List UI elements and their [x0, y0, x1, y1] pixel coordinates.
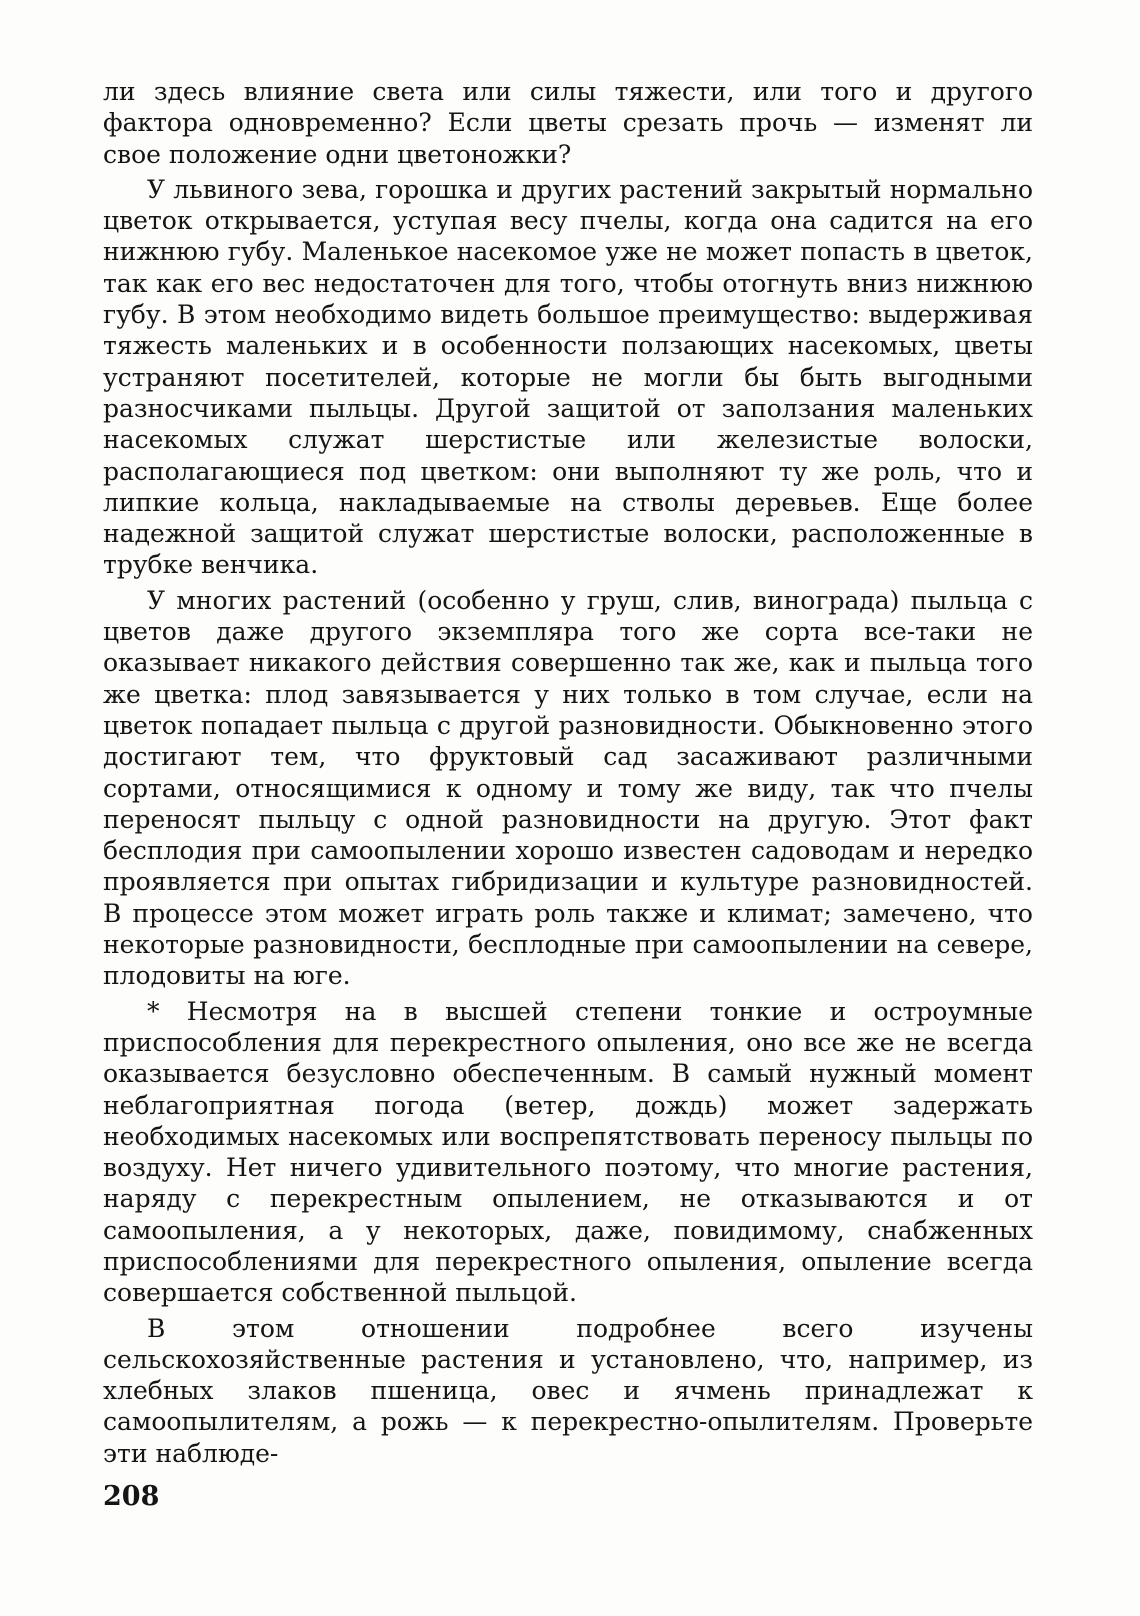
page-number: 208 [103, 1481, 160, 1512]
paragraph-self-sterility: У многих растений (особенно у груш, слив, винограда) пыльца с цветов даже другого экземпляра того же сорта все-таки не оказывает никакого действия совершенно так же, как и пыльца того же цветка: плод завязывается у них только в том случае, если на цветок попадает пыльца с другой разновидности. Обыкновенно этого достигают тем, что фруктовый сад засаживают различными сортами, относящимися к одному и тому же виду, так что пчелы переносят пыльцу с одной разновидности на другую. Этот факт бесплодия при самоопылении хорошо известен садоводам и нередко проявляется при опытах гибридизации и культуре разновидностей. В процессе этом может играть роль также и климат; замечено, что некоторые разновидности, бесплодные при самоопылении на севере, плодовиты на юге. [103, 585, 1033, 991]
paragraph-self-pollination: * Несмотря на в высшей степени тонкие и остроумные приспособления для перекрестного опыления, оно все же не всегда оказывается безусловно обеспеченным. В самый нужный момент неблагоприятная погода (ветер, дождь) может задержать необходимых насекомых или воспрепятствовать переносу пыльцы по воздуху. Нет ничего удивительного поэтому, что многие растения, наряду с перекрестным опылением, не отказываются и от самоопыления, а у некоторых, даже, повидимому, снабженных приспособлениями для перекрестного опыления, опыление всегда совершается собственной пыльцой. [103, 996, 1033, 1308]
paragraph-cereals: В этом отношении подробнее всего изучены сельскохозяйственные растения и установлено, что, например, из хлебных злаков пшеница, овес и ячмень принадлежат к самоопылителям, а рожь — к перекрестно-опылителям. Проверьте эти наблюде- [103, 1313, 1033, 1468]
paragraph-snapdragon: У львиного зева, горошка и других растений закрытый нормально цветок открывается, уступая весу пчелы, когда она садится на его нижнюю губу. Маленькое насекомое уже не может попасть в цветок, так как его вес недостаточен для того, чтобы отогнуть вниз нижнюю губу. В этом необходимо видеть большое преимущество: выдерживая тяжесть маленьких и в особенности ползающих насекомых, цветы устраняют посетителей, которые не могли бы быть выгодными разносчиками пыльцы. Другой защитой от заползания маленьких насекомых служат шерстистые или железистые волоски, располагающиеся под цветком: они выполняют ту же роль, что и липкие кольца, накладываемые на стволы деревьев. Еще более надежной защитой служат шерстистые волоски, расположенные в трубке венчика. [103, 174, 1033, 580]
paragraph-continuation: ли здесь влияние света или силы тяжести, или того и другого фактора одновременно? Если цветы срезать прочь — изменят ли свое положение одни цветоножки? [103, 77, 1033, 169]
body-text [103, 76, 1033, 1469]
